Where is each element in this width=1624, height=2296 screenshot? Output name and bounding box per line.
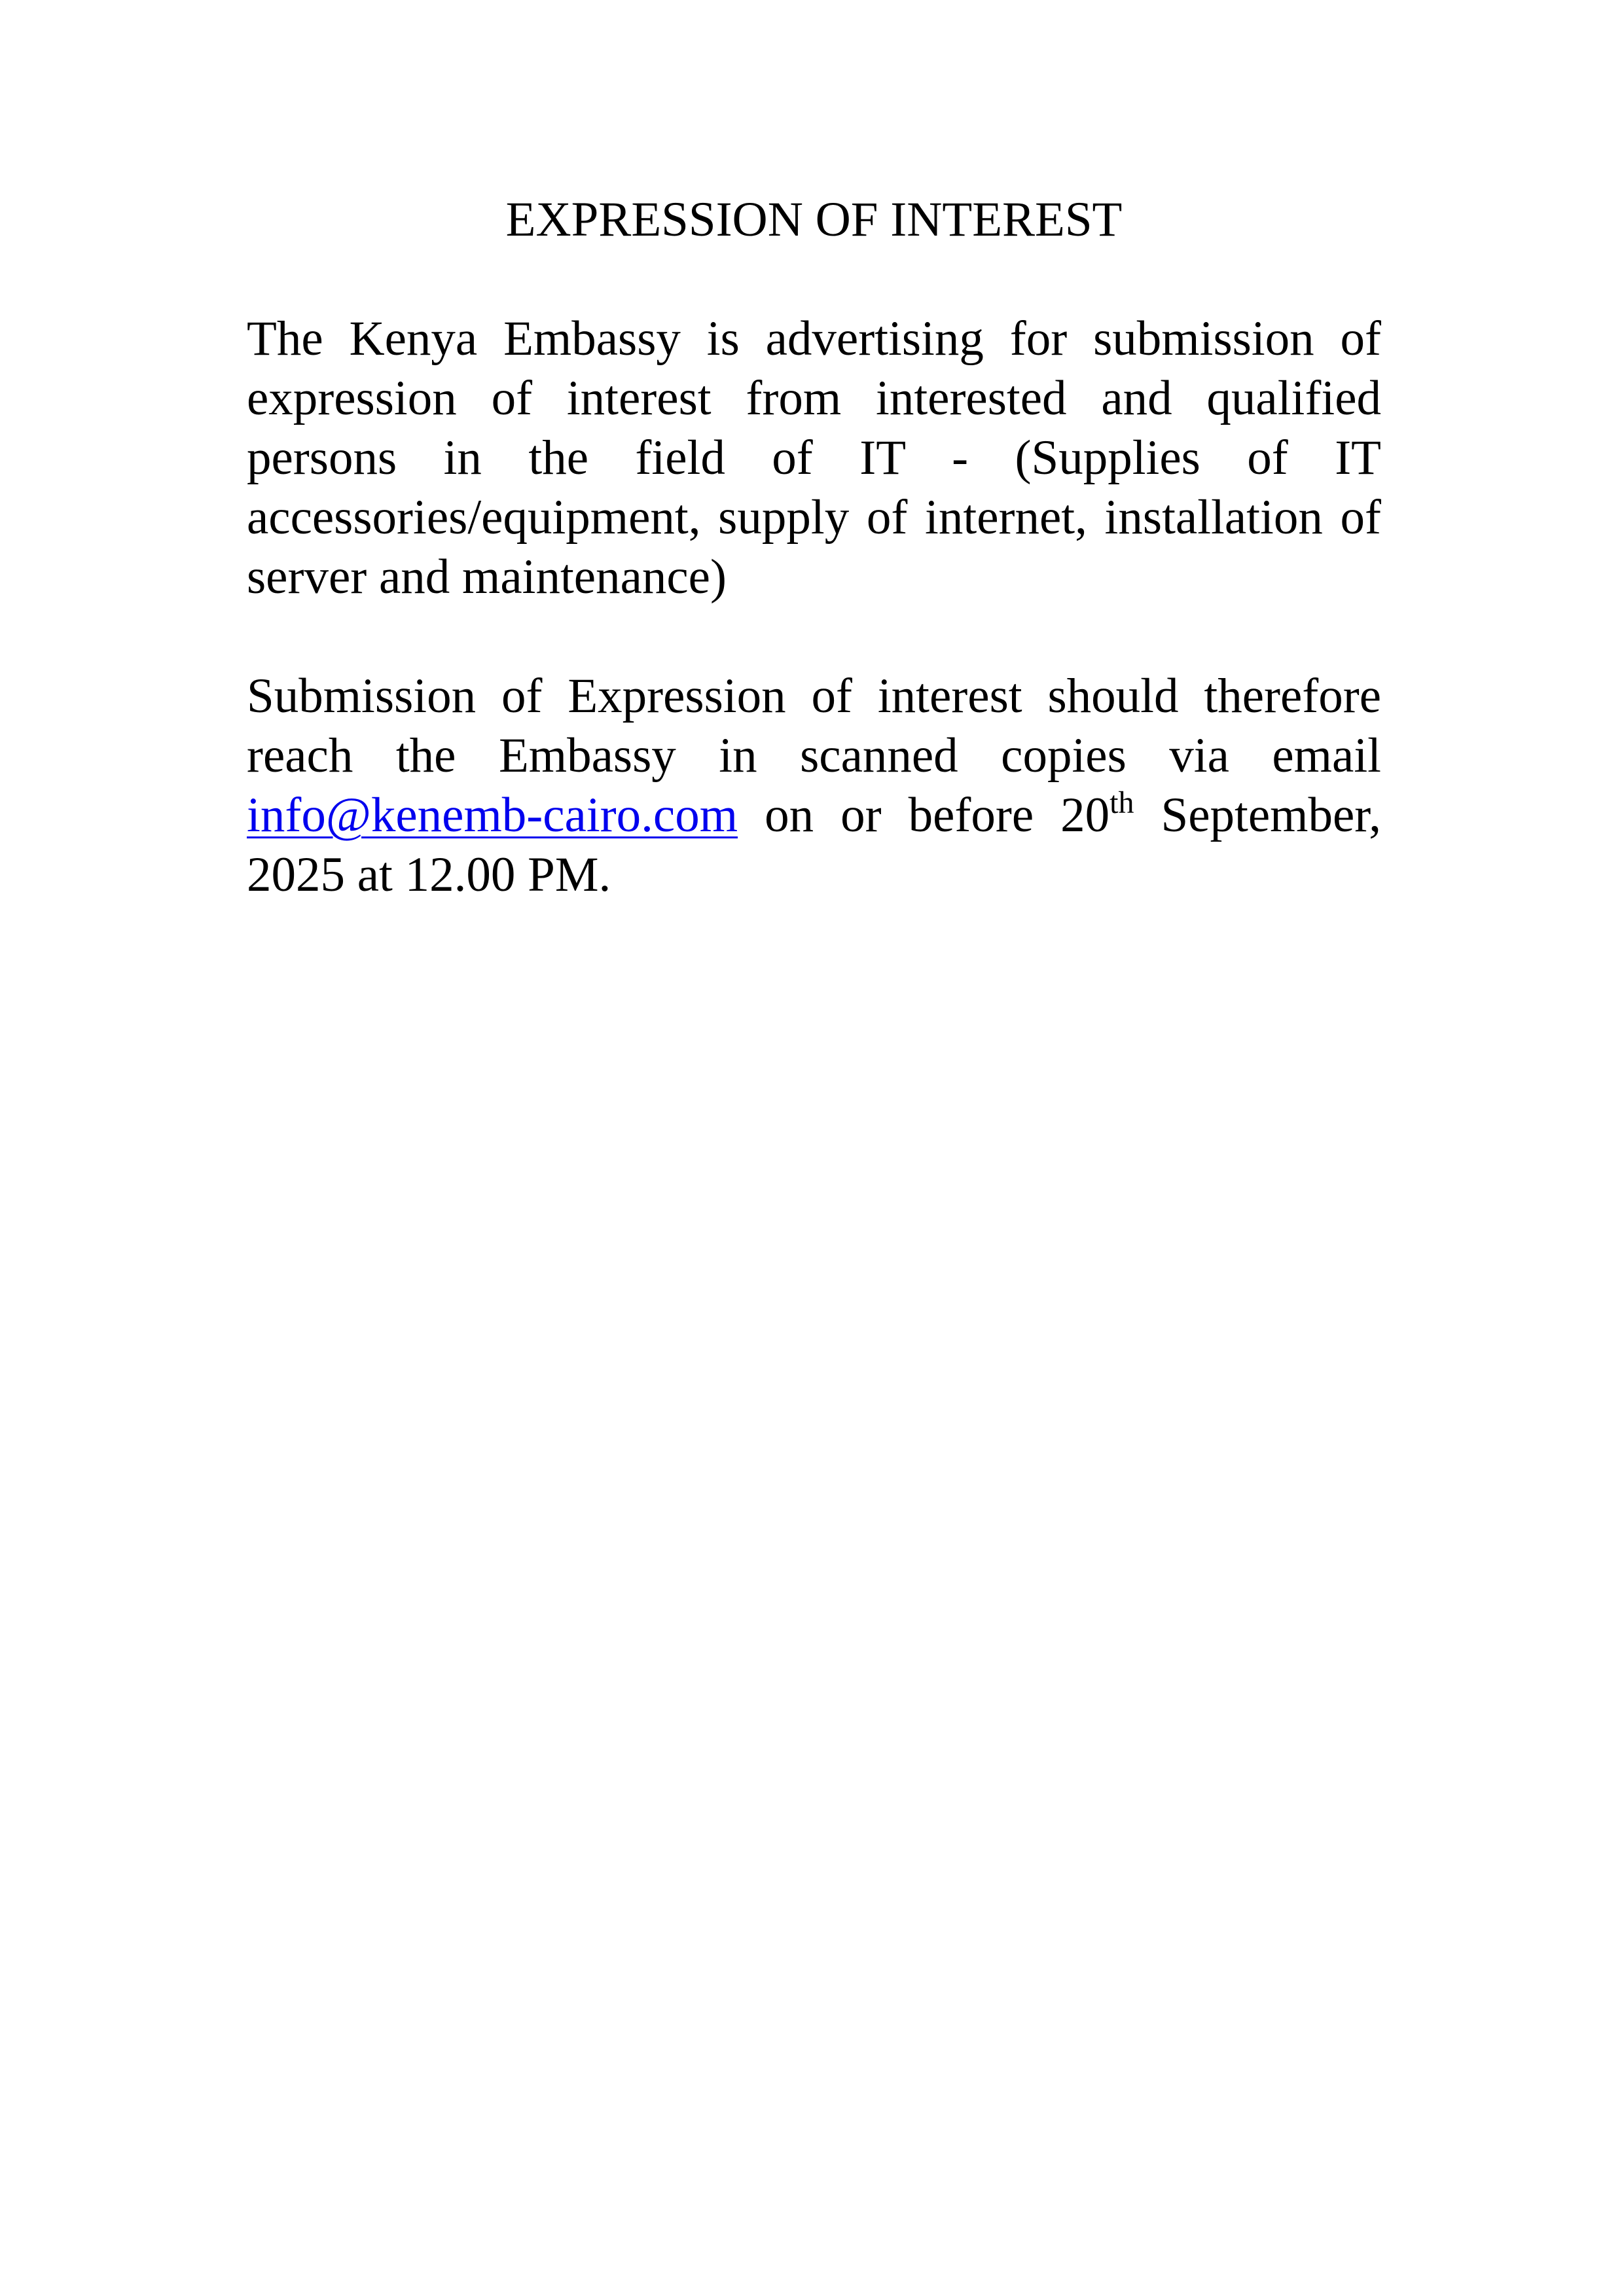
- submission-paragraph: [247, 666, 1381, 905]
- advert-paragraph: The Kenya Embassy is advertising for submission of expression of interest from interested and qualified persons in the field of IT - (Supplies of IT accessories/equipment, supply of internet, installation of server and maintenance): [247, 312, 1381, 604]
- document-title: EXPRESSION OF INTEREST: [505, 192, 1123, 247]
- email-link[interactable]: info@kenemb-cairo.com: [247, 788, 738, 842]
- deadline-text: September, 2025 at 12.00 PM.: [247, 788, 1382, 902]
- document-body: [247, 190, 1381, 964]
- deadline-prefix-text: on or before 20: [765, 788, 1110, 842]
- date-ordinal-suffix: th: [1110, 785, 1134, 820]
- submission-lead-text: Submission of Expression of interest should therefore reach the Embassy in scanned copies via email: [247, 669, 1381, 783]
